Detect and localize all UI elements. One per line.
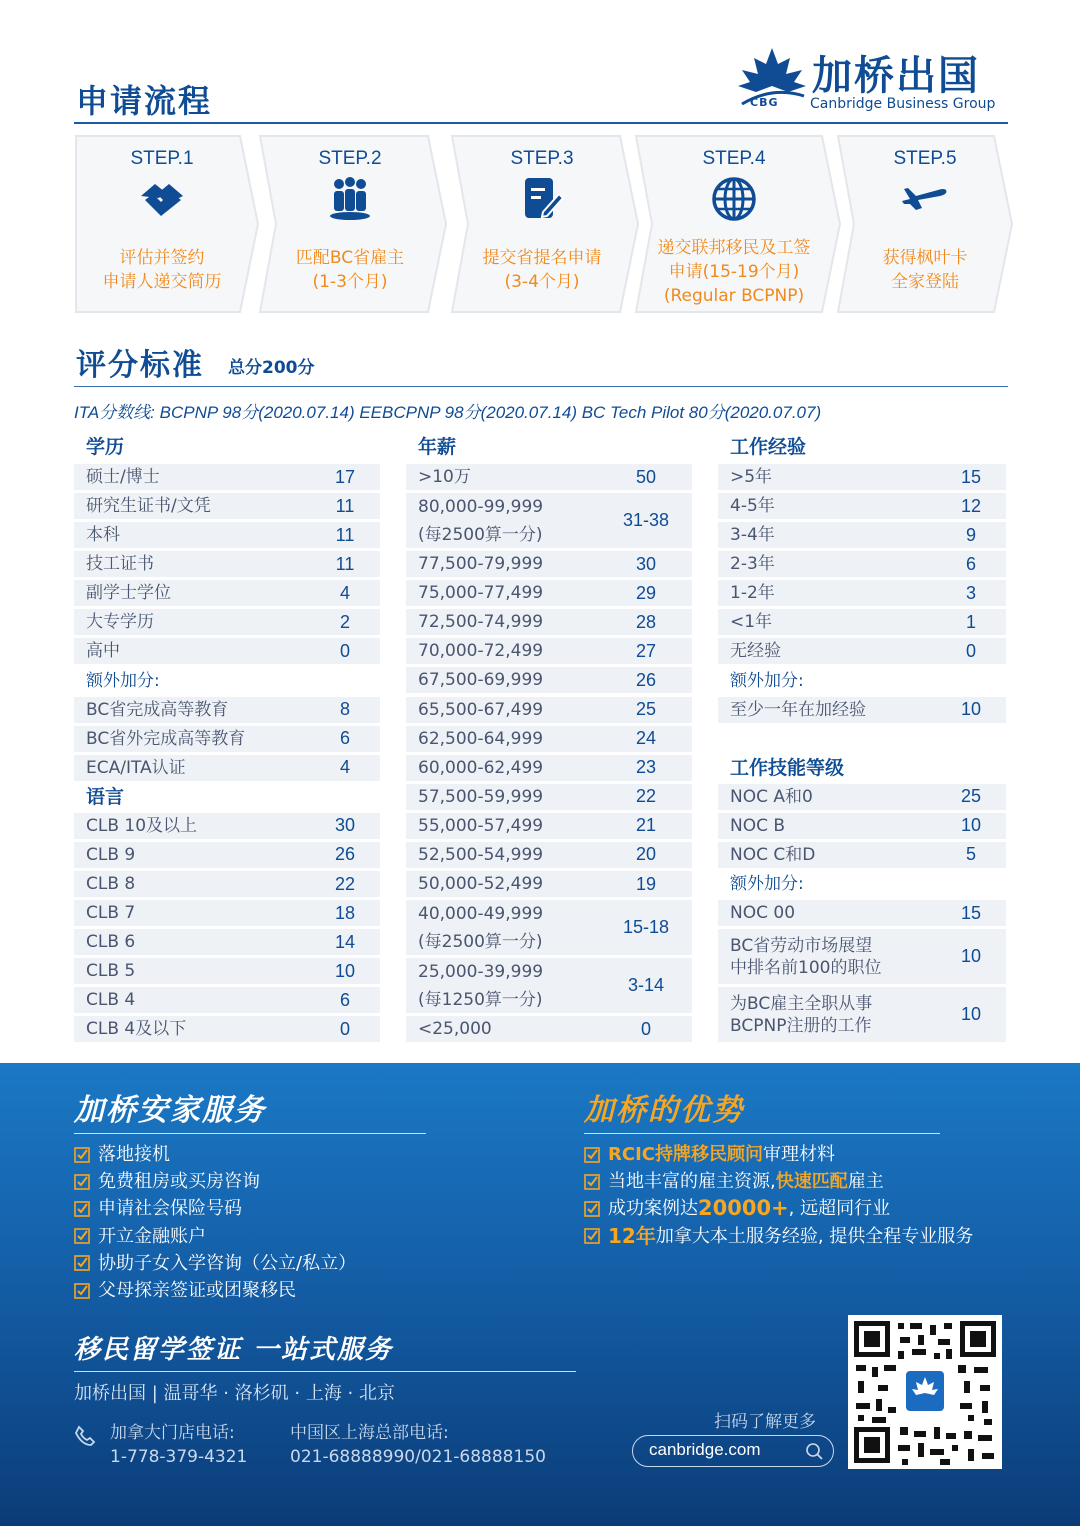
language-title: 语言 — [86, 785, 125, 808]
row-label: CLB 8 — [86, 874, 136, 895]
row-label: 技工证书 — [86, 554, 154, 575]
step-description — [836, 246, 1014, 294]
table-row — [718, 784, 1006, 810]
row-value: 12 — [960, 495, 982, 516]
row-value: 22 — [334, 873, 356, 894]
row-value: 14 — [334, 931, 356, 952]
list-item-text: 审理材料 — [762, 1144, 835, 1165]
row-label: 70,000-72,499 — [418, 641, 544, 662]
row-value: 26 — [635, 669, 657, 690]
row-label: 1-2年 — [730, 583, 775, 604]
row-label: 67,500-69,999 — [418, 670, 544, 691]
list-item-text: 成功案例达 — [608, 1198, 698, 1220]
footer-panel — [0, 1063, 1080, 1526]
row-label: ECA/ITA认证 — [86, 757, 186, 778]
row-label: 50,000-52,499 — [418, 874, 544, 895]
settle-services-title: 加桥安家服务 — [74, 1093, 266, 1128]
row-label: 3-4年 — [730, 525, 775, 546]
table-row — [74, 987, 380, 1013]
experience-skill-column — [718, 430, 1006, 1045]
step-1 — [74, 134, 250, 314]
one-stop-title: 移民留学签证 一站式服务 — [74, 1335, 394, 1365]
row-label — [718, 935, 936, 979]
row-label: <1年 — [730, 612, 773, 633]
row-value: 10 — [960, 699, 982, 720]
row-value: 30 — [635, 553, 657, 574]
highlight-text: RCIC持牌移民顾问 — [608, 1144, 763, 1165]
table-row — [718, 638, 1006, 664]
row-value: 23 — [635, 757, 657, 778]
step-desc-line: 全家登陆 — [891, 272, 959, 292]
row-label: CLB 4及以下 — [86, 1019, 187, 1040]
row-value: 0 — [339, 640, 350, 661]
canada-phone-label: 加拿大门店电话: — [110, 1423, 235, 1443]
row-value: 19 — [635, 873, 657, 894]
table-row — [406, 667, 692, 693]
table-row — [74, 871, 380, 897]
row-label: 4-5年 — [730, 496, 775, 517]
table-row — [74, 813, 380, 839]
row-label — [406, 900, 600, 956]
row-label: CLB 10及以上 — [86, 815, 198, 836]
checkbox-icon — [584, 1147, 600, 1163]
row-label: CLB 6 — [86, 932, 136, 953]
table-row — [718, 522, 1006, 548]
row-label — [406, 493, 600, 549]
list-item — [74, 1168, 356, 1195]
table-row — [406, 697, 692, 723]
airplane-icon — [900, 174, 950, 224]
row-label: >10万 — [418, 467, 471, 487]
settle-services-list — [74, 1141, 356, 1304]
row-label: 大专学历 — [86, 612, 154, 633]
step-desc-line: 获得枫叶卡 — [882, 248, 968, 268]
table-row — [406, 871, 692, 897]
step-number: STEP.3 — [510, 148, 574, 169]
list-item-text: 协助子女入学咨询（公立/私立） — [98, 1252, 357, 1274]
row-value: 11 — [335, 524, 355, 545]
row-label: 研究生证书/文凭 — [86, 496, 211, 517]
table-row — [406, 813, 692, 839]
row-label: CLB 7 — [86, 903, 136, 924]
row-value: 31-38 — [622, 510, 670, 531]
one-stop-divider — [74, 1371, 576, 1372]
row-label: NOC A和0 — [730, 786, 813, 807]
step-number: STEP.1 — [130, 148, 194, 169]
row-label: 72,500-74,999 — [418, 612, 544, 633]
table-row — [406, 1016, 692, 1042]
list-item — [74, 1277, 356, 1304]
row-label: 62,500-64,999 — [418, 728, 544, 749]
list-item-text: 申请社会保险号码 — [98, 1198, 242, 1220]
row-label: NOC C和D — [730, 844, 816, 865]
table-row — [406, 958, 692, 1013]
brand-logo — [736, 44, 1016, 116]
row-value: 11 — [335, 495, 355, 516]
row-label — [718, 993, 936, 1037]
row-label-line: 25,000-39,999 — [418, 961, 544, 982]
row-label: NOC B — [730, 815, 786, 836]
row-value: 21 — [635, 815, 657, 836]
step-desc-line: (3-4个月) — [504, 272, 580, 292]
row-label: CLB 5 — [86, 961, 136, 982]
row-label: 本科 — [86, 525, 120, 546]
table-row — [74, 522, 380, 548]
row-value: 18 — [334, 902, 356, 923]
highlight-text: 快速匹配 — [775, 1171, 848, 1193]
step-number: STEP.2 — [318, 148, 382, 169]
checkbox-icon — [74, 1255, 90, 1271]
row-value: 10 — [334, 960, 356, 981]
education-language-column — [74, 430, 380, 1045]
table-row — [406, 842, 692, 868]
row-value: 15 — [960, 902, 982, 923]
step-description — [450, 246, 634, 294]
list-item-text: 落地接机 — [98, 1144, 170, 1165]
step-desc-line: 递交联邦移民及工签 — [657, 238, 811, 258]
row-label: BC省完成高等教育 — [86, 699, 229, 720]
spacer — [718, 726, 1006, 752]
table-row — [406, 900, 692, 955]
table-row — [718, 842, 1006, 868]
education-title: 学历 — [86, 436, 125, 458]
table-row — [74, 842, 380, 868]
row-label: 硕士/博士 — [86, 467, 160, 487]
list-item-text: , 远超同行业 — [788, 1198, 891, 1220]
experience-title: 工作经验 — [730, 436, 807, 458]
table-row — [406, 755, 692, 781]
row-label-line: 40,000-49,999 — [418, 903, 544, 924]
step-2 — [258, 134, 442, 314]
table-row — [718, 580, 1006, 606]
row-label: 65,500-67,499 — [418, 699, 544, 720]
row-label: 副学士学位 — [86, 583, 171, 604]
logo-english: Canbridge Business Group — [810, 96, 996, 112]
table-row — [74, 1016, 380, 1042]
list-item — [584, 1141, 973, 1168]
row-label: >5年 — [730, 467, 773, 487]
row-value: 11 — [335, 553, 355, 574]
step-5 — [836, 134, 1014, 314]
table-row — [406, 580, 692, 606]
row-label: 2-3年 — [730, 554, 775, 575]
table-row — [74, 464, 380, 490]
row-label-line: 80,000-99,999 — [418, 496, 544, 517]
table-row — [74, 929, 380, 955]
row-value: 24 — [635, 728, 657, 749]
skill-title: 工作技能等级 — [730, 756, 845, 779]
row-value: 0 — [965, 640, 976, 661]
checkbox-icon — [584, 1228, 600, 1244]
advantage-divider — [584, 1133, 940, 1134]
row-value: 4 — [339, 582, 350, 603]
document-edit-icon — [517, 174, 567, 224]
list-item — [74, 1195, 356, 1222]
list-item — [584, 1195, 973, 1222]
settle-divider — [74, 1133, 426, 1134]
page-title: 申请流程 — [76, 82, 213, 120]
checkbox-icon — [74, 1228, 90, 1244]
row-value: 15 — [960, 466, 982, 487]
step-description — [74, 246, 250, 294]
list-item — [74, 1141, 356, 1168]
row-value: 20 — [635, 844, 657, 865]
score-divider — [74, 386, 1008, 387]
china-phone-number[interactable]: 021-68888990/021-68888150 — [290, 1447, 546, 1467]
step-desc-line: (1-3个月) — [312, 272, 388, 292]
row-label-line: (每2500算一分) — [418, 931, 543, 952]
table-row — [74, 755, 380, 781]
row-value: 2 — [339, 611, 350, 632]
table-row — [74, 638, 380, 664]
table-row — [74, 551, 380, 577]
score-title: 评分标准 — [76, 348, 204, 383]
checkbox-icon — [74, 1147, 90, 1163]
row-label: 60,000-62,499 — [418, 757, 544, 778]
row-label-line: BCPNP注册的工作 — [730, 1015, 872, 1036]
china-phone-label: 中国区上海总部电话: — [290, 1423, 449, 1443]
row-value: 4 — [339, 757, 350, 778]
row-label — [406, 958, 600, 1014]
row-value: 10 — [960, 946, 982, 967]
row-value: 29 — [635, 582, 657, 603]
row-value: 6 — [339, 989, 350, 1010]
canada-phone-number[interactable]: 1-778-379-4321 — [110, 1447, 248, 1467]
checkbox-icon — [74, 1201, 90, 1217]
handshake-icon — [137, 174, 187, 224]
checkbox-icon — [74, 1283, 90, 1299]
row-value: 25 — [635, 699, 657, 720]
row-label: <25,000 — [418, 1019, 492, 1040]
header-divider — [74, 122, 1008, 124]
step-number: STEP.5 — [893, 148, 957, 169]
table-row — [718, 493, 1006, 519]
step-desc-line: 申请(15-19个月) — [668, 262, 800, 282]
highlight-text: 12年 — [608, 1223, 656, 1248]
logo-abbr: CBG — [750, 96, 779, 109]
table-row — [74, 580, 380, 606]
row-label: 55,000-57,499 — [418, 815, 544, 836]
row-label: 57,500-59,999 — [418, 786, 544, 807]
row-value: 10 — [960, 815, 982, 836]
salary-title: 年薪 — [418, 436, 457, 458]
china-phone — [290, 1421, 546, 1469]
process-steps — [74, 134, 1014, 314]
table-row — [406, 493, 692, 548]
step-desc-line: (Regular BCPNP) — [663, 286, 805, 306]
step-description — [634, 236, 834, 308]
extra-points-label: 额外加分: — [86, 670, 160, 691]
table-row — [718, 464, 1006, 490]
list-item-text: 当地丰富的雇主资源, — [608, 1171, 776, 1193]
row-value: 15-18 — [622, 917, 670, 938]
globe-icon — [709, 174, 759, 224]
step-3 — [450, 134, 634, 314]
row-label-line: (每1250算一分) — [418, 989, 543, 1010]
extra-points-label: 额外加分: — [730, 874, 804, 895]
list-item-text: 父母探亲签证或团聚移民 — [98, 1279, 296, 1301]
row-value: 22 — [635, 786, 657, 807]
step-number: STEP.4 — [702, 148, 766, 169]
row-label: 52,500-54,999 — [418, 844, 544, 865]
checkbox-icon — [74, 1174, 90, 1190]
search-icon[interactable] — [805, 1442, 823, 1460]
row-value: 9 — [965, 524, 976, 545]
office-cities: 加桥出国 | 温哥华 · 洛杉矶 · 上海 · 北京 — [74, 1383, 396, 1404]
checkbox-icon — [584, 1201, 600, 1217]
row-value: 6 — [339, 728, 350, 749]
row-label: 高中 — [86, 641, 120, 662]
list-item-text: 开立金融账户 — [98, 1225, 206, 1247]
step-desc-line: 提交省提名申请 — [482, 248, 602, 268]
row-value: 5 — [965, 844, 976, 865]
list-item-text: 雇主 — [847, 1171, 884, 1193]
ita-cutoff-line: ITA分数线: BCPNP 98分(2020.07.14) EEBCPNP 98分(2020.07.14) BC Tech Pilot 80分(2020.07.07) — [74, 403, 822, 422]
row-value: 28 — [635, 611, 657, 632]
table-row — [74, 609, 380, 635]
table-row — [406, 726, 692, 752]
row-label: 75,000-77,499 — [418, 583, 544, 604]
table-row — [718, 900, 1006, 926]
row-value: 17 — [334, 466, 356, 487]
row-label: 无经验 — [730, 641, 781, 662]
step-desc-line: 匹配BC省雇主 — [295, 248, 405, 268]
table-row — [74, 958, 380, 984]
list-item — [74, 1250, 356, 1277]
advantage-list — [584, 1141, 973, 1250]
list-item-text: 免费租房或买房咨询 — [98, 1171, 260, 1193]
list-item — [74, 1223, 356, 1250]
table-row — [74, 493, 380, 519]
table-row — [718, 929, 1006, 984]
logo-chinese: 加桥出国 — [812, 53, 980, 99]
row-label-line: 中排名前100的职位 — [730, 957, 882, 978]
table-row — [406, 551, 692, 577]
row-label: CLB 9 — [86, 844, 136, 865]
table-row — [718, 609, 1006, 635]
row-label-line: 为BC雇主全职从事 — [730, 993, 873, 1014]
table-row — [406, 609, 692, 635]
table-row — [74, 726, 380, 752]
step-desc-line: 评估并签约 — [119, 248, 205, 268]
table-row — [74, 900, 380, 926]
checkbox-icon — [584, 1174, 600, 1190]
table-row — [718, 551, 1006, 577]
row-label: BC省外完成高等教育 — [86, 728, 246, 749]
highlight-text: 20000+ — [698, 1196, 789, 1221]
group-people-icon — [325, 174, 375, 224]
row-value: 25 — [960, 786, 982, 807]
step-4 — [634, 134, 834, 314]
table-row — [718, 813, 1006, 839]
step-desc-line: 申请人递交简历 — [102, 272, 222, 292]
row-label: 77,500-79,999 — [418, 554, 544, 575]
table-row — [406, 784, 692, 810]
table-row — [718, 987, 1006, 1042]
row-label-line: (每2500算一分) — [418, 524, 543, 545]
row-value: 3-14 — [627, 975, 665, 996]
row-value: 0 — [640, 1018, 651, 1039]
row-value: 30 — [334, 815, 356, 836]
table-row — [718, 697, 1006, 723]
row-value: 3 — [965, 582, 976, 603]
salary-column — [406, 430, 692, 1045]
score-total: 总分200分 — [228, 358, 315, 378]
table-row — [406, 464, 692, 490]
qr-code[interactable] — [848, 1315, 1002, 1469]
canada-phone — [110, 1421, 247, 1469]
list-item-text: 加拿大本土服务经验, 提供全程专业服务 — [655, 1225, 974, 1247]
row-label: 至少一年在加经验 — [730, 699, 866, 720]
advantage-title: 加桥的优势 — [584, 1093, 744, 1128]
list-item — [584, 1168, 973, 1195]
row-label: NOC 00 — [730, 903, 796, 924]
row-value: 6 — [965, 553, 976, 574]
row-value: 50 — [635, 466, 657, 487]
row-value: 27 — [635, 640, 657, 661]
phone-icon — [74, 1425, 96, 1447]
row-value: 1 — [965, 611, 976, 632]
website-url[interactable]: canbridge.com — [649, 1440, 761, 1459]
table-row — [406, 638, 692, 664]
row-label-line: BC省劳动市场展望 — [730, 935, 873, 956]
row-value: 26 — [334, 844, 356, 865]
extra-points-label: 额外加分: — [730, 670, 804, 691]
table-row — [74, 697, 380, 723]
row-value: 0 — [339, 1018, 350, 1039]
row-value: 10 — [960, 1004, 982, 1025]
list-item — [584, 1223, 973, 1250]
row-value: 8 — [339, 699, 350, 720]
scan-hint: 扫码了解更多 — [714, 1412, 816, 1432]
website-search-box[interactable] — [632, 1435, 834, 1467]
step-description — [258, 246, 442, 294]
row-label: CLB 4 — [86, 990, 136, 1011]
